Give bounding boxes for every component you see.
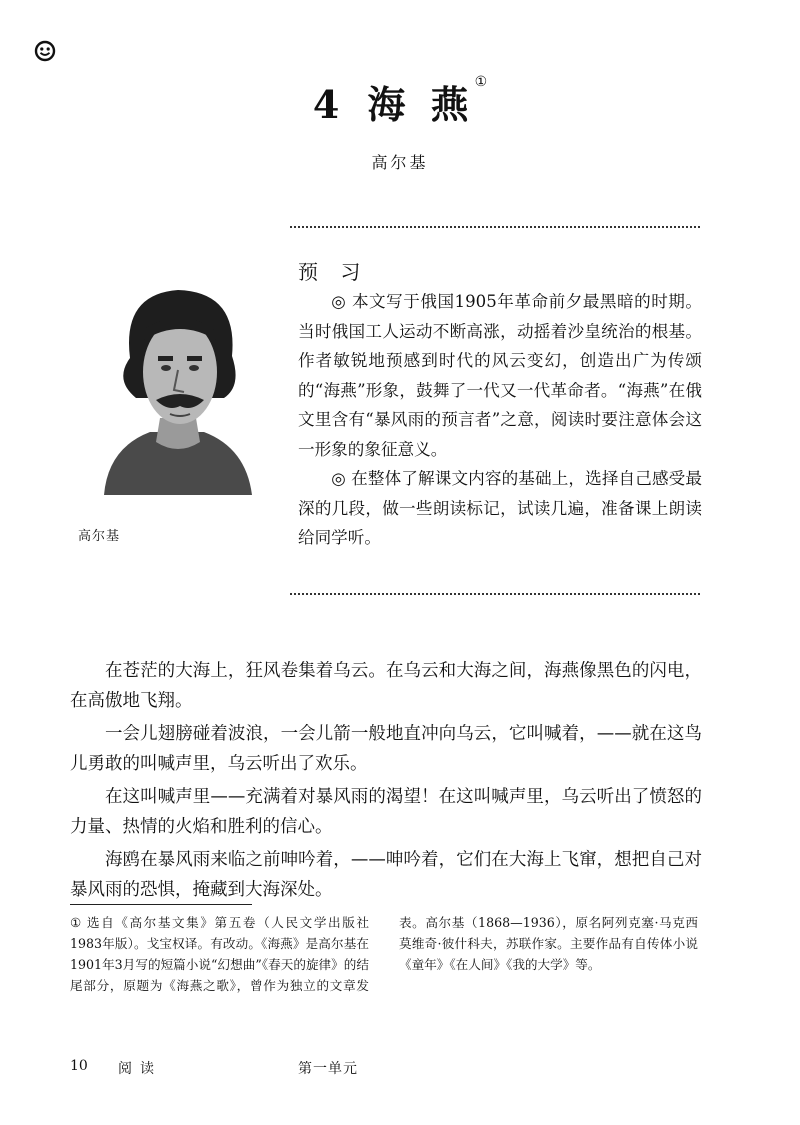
footnote-mark: ① xyxy=(70,915,83,930)
title-footnote-mark[interactable]: ① xyxy=(474,74,488,90)
preview-bottom-divider xyxy=(290,593,700,595)
author-name: 高尔基 xyxy=(371,153,429,172)
body-paragraph: 海鸥在暴风雨来临之前呻吟着，——呻吟着，它们在大海上飞窜，想把自己对暴风雨的恐惧，掩藏到大海深处。 xyxy=(70,850,702,900)
preview-paragraph: ◎ 在整体了解课文内容的基础上，选择自己感受最深的几段，做一些朗读标记，试读几遍，准备课上朗读给同学听。 xyxy=(298,469,702,547)
lesson-body xyxy=(70,656,702,908)
smiley-icon xyxy=(34,40,56,62)
lesson-title xyxy=(0,74,800,129)
preview-heading: 预 习 xyxy=(298,260,369,284)
portrait-caption: 高尔基 xyxy=(78,529,121,544)
gorky-portrait xyxy=(92,280,262,495)
footnote xyxy=(70,912,698,996)
footnote-text: 选自《高尔基文集》第五卷（人民文学出版社1983年版）。戈宝权译。有改动。《海燕》是高尔基在1901年3月写的短篇小说“幻想曲”《春天的旋律》的结尾部分，原题为《海燕之歌》，曾作为独立的文章发表。高尔基（1868—1936），原名阿列克塞·马克西莫维奇·彼什科夫，苏联作家。主要作品有自传体小说《童年》《在人间》《我的大学》等。 xyxy=(70,915,698,993)
lesson-number: 4 xyxy=(312,82,346,127)
preview-section xyxy=(298,287,702,553)
body-paragraph: 在苍茫的大海上，狂风卷集着乌云。在乌云和大海之间，海燕像黑色的闪电，在高傲地飞翔。 xyxy=(70,661,702,711)
unit-label: 第一单元 xyxy=(298,1061,358,1077)
body-paragraph: 在这叫喊声里——充满着对暴风雨的渴望！在这叫喊声里，乌云听出了愤怒的力量、热情的火焰和胜利的信心。 xyxy=(70,787,702,837)
body-paragraph: 一会儿翅膀碰着波浪，一会儿箭一般地直冲向乌云，它叫喊着，——就在这鸟儿勇敢的叫喊声里，乌云听出了欢乐。 xyxy=(70,724,702,774)
lesson-title-text: 海 燕 xyxy=(367,82,475,127)
page-number: 10 xyxy=(70,1058,88,1074)
preview-top-divider xyxy=(290,226,700,228)
footnote-rule xyxy=(70,904,252,905)
section-label: 阅读 xyxy=(118,1061,162,1077)
preview-paragraph: ◎ 本文写于俄国1905年革命前夕最黑暗的时期。当时俄国工人运动不断高涨，动摇着沙皇统治的根基。作者敏锐地预感到时代的风云变幻，创造出广为传颂的“海燕”形象，鼓舞了一代又一代革命者。“海燕”在俄文里含有“暴风雨的预言者”之意，阅读时要注意体会这一形象的象征意义。 xyxy=(298,292,702,459)
